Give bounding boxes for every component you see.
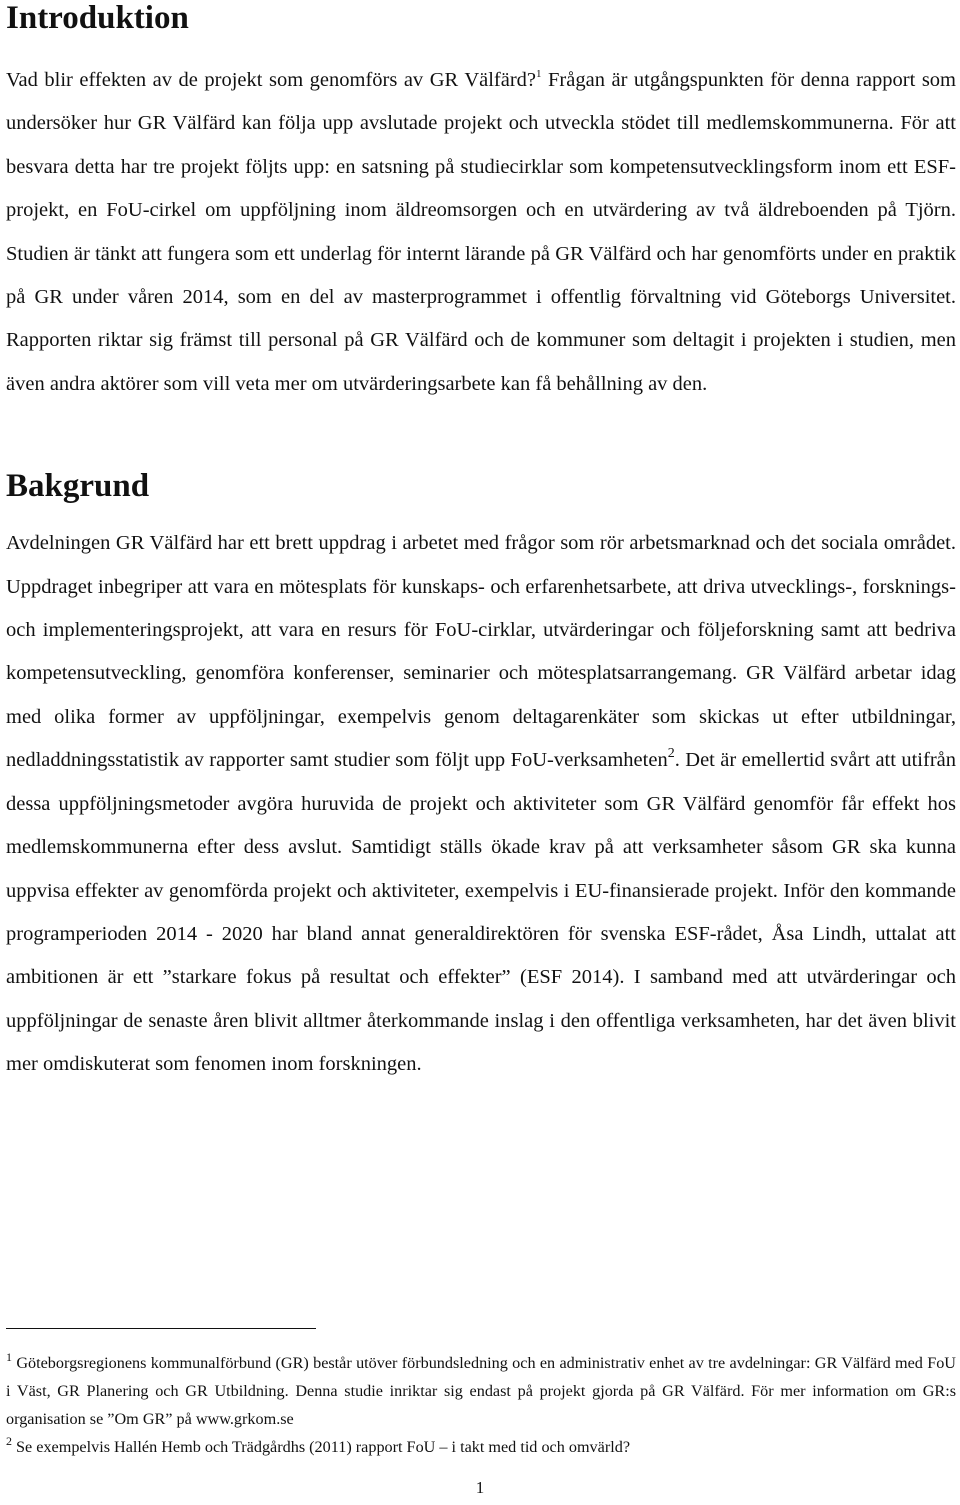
section-spacer (6, 406, 956, 468)
footnote-2-text: Se exempelvis Hallén Hemb och Trädgårdhs (2011) rapport FoU – i takt med tid och omvärld? (12, 1438, 631, 1456)
background-heading: Bakgrund (6, 468, 150, 505)
footnote-separator (6, 1328, 316, 1329)
footnote-1 (6, 1349, 956, 1433)
introduction-paragraph (6, 59, 956, 406)
footnotes (6, 1349, 956, 1461)
introduction-text-a: Vad blir effekten av de projekt som genomförs av GR Välfärd? (6, 69, 537, 91)
page-number: 1 (475, 1478, 485, 1497)
footnote-1-text: Göteborgsregionens kommunalförbund (GR) består utöver förbundsledning och en administrativ enhet av tre avdelningar: GR Välfärd med FoU i Väst, GR Planering och GR Utbildning. Denna studie inriktar sig endast på projekt gjorda på GR Välfärd. För mer information om GR:s organisation se ”Om GR” på www.grkom.se (6, 1354, 956, 1428)
introduction-heading: Introduktion (6, 0, 189, 36)
footnote-2 (6, 1433, 956, 1461)
footnote-ref-1[interactable]: 1 (536, 68, 542, 80)
document-page (6, 0, 956, 1087)
footnote-ref-2[interactable]: 2 (667, 746, 675, 762)
footnote-2-number: 2 (6, 1434, 12, 1448)
background-text-b: . Det är emellertid svårt att utifrån dessa uppföljningsmetoder avgöra huruvida de projekt och aktiviteter som GR Välfärd genomför får effekt hos medlemskommunerna efter dess avslut. Samtidigt ställs ökade krav på att verksamheter såsom GR ska kunna uppvisa effekter av genomförda projekt och aktiviteter, exempelvis i EU-finansierade projekt. Inför den kommande programperioden 2014 - 2020 har bland annat generaldirektören för svenska ESF-rådet, Åsa Lindh, uttalat att ambitionen är ett ”starkare fokus på resultat och effekter” (ESF 2014). I samband med att utvärderingar och uppföljningar de senaste åren blivit alltmer återkommande inslag i den offentliga verksamheten, har det även blivit mer omdiskuterat som fenomen inom forskningen. (6, 749, 957, 1076)
background-paragraph (6, 522, 956, 1086)
introduction-text-b: Frågan är utgångspunkten för denna rapport som undersöker hur GR Välfärd kan följa upp avslutade projekt och utveckla stödet till medlemskommunerna. För att besvara detta har tre projekt följts upp: en satsning på studiecirklar som kompetensutvecklingsform inom ett ESF-projekt, en FoU-cirkel om uppföljning inom äldreomsorgen och en utvärdering av två äldreboenden på Tjörn. Studien är tänkt att fungera som ett underlag för internt lärande på GR Välfärd och har genomförts under en praktik på GR under våren 2014, som en del av masterprogrammet i offentlig förvaltning vid Göteborgs Universitet. Rapporten riktar sig främst till personal på GR Välfärd och de kommuner som deltagit i projekten i studien, men även andra aktörer som vill veta mer om utvärderingsarbete kan få behållning av den. (6, 69, 956, 395)
footnote-1-number: 1 (6, 1350, 12, 1364)
background-text-a: Avdelningen GR Välfärd har ett brett uppdrag i arbetet med frågor som rör arbetsmarknad och det sociala området. Uppdraget inbegriper att vara en mötesplats för kunskaps- och erfarenhetsarbete, att driva utvecklings-, forsknings- och implementeringsprojekt, att vara en resurs för FoU-cirklar, utvärderingar och följeforskning samt att bedriva kompetensutveckling, genomföra konferenser, seminarier och mötesplatsarrangemang. GR Välfärd arbetar idag med olika former av uppföljningar, exempelvis genom deltagarenkäter som skickas ut efter utbildningar, nedladdningsstatistik av rapporter samt studier som följt upp FoU-verksamheten (6, 532, 956, 772)
